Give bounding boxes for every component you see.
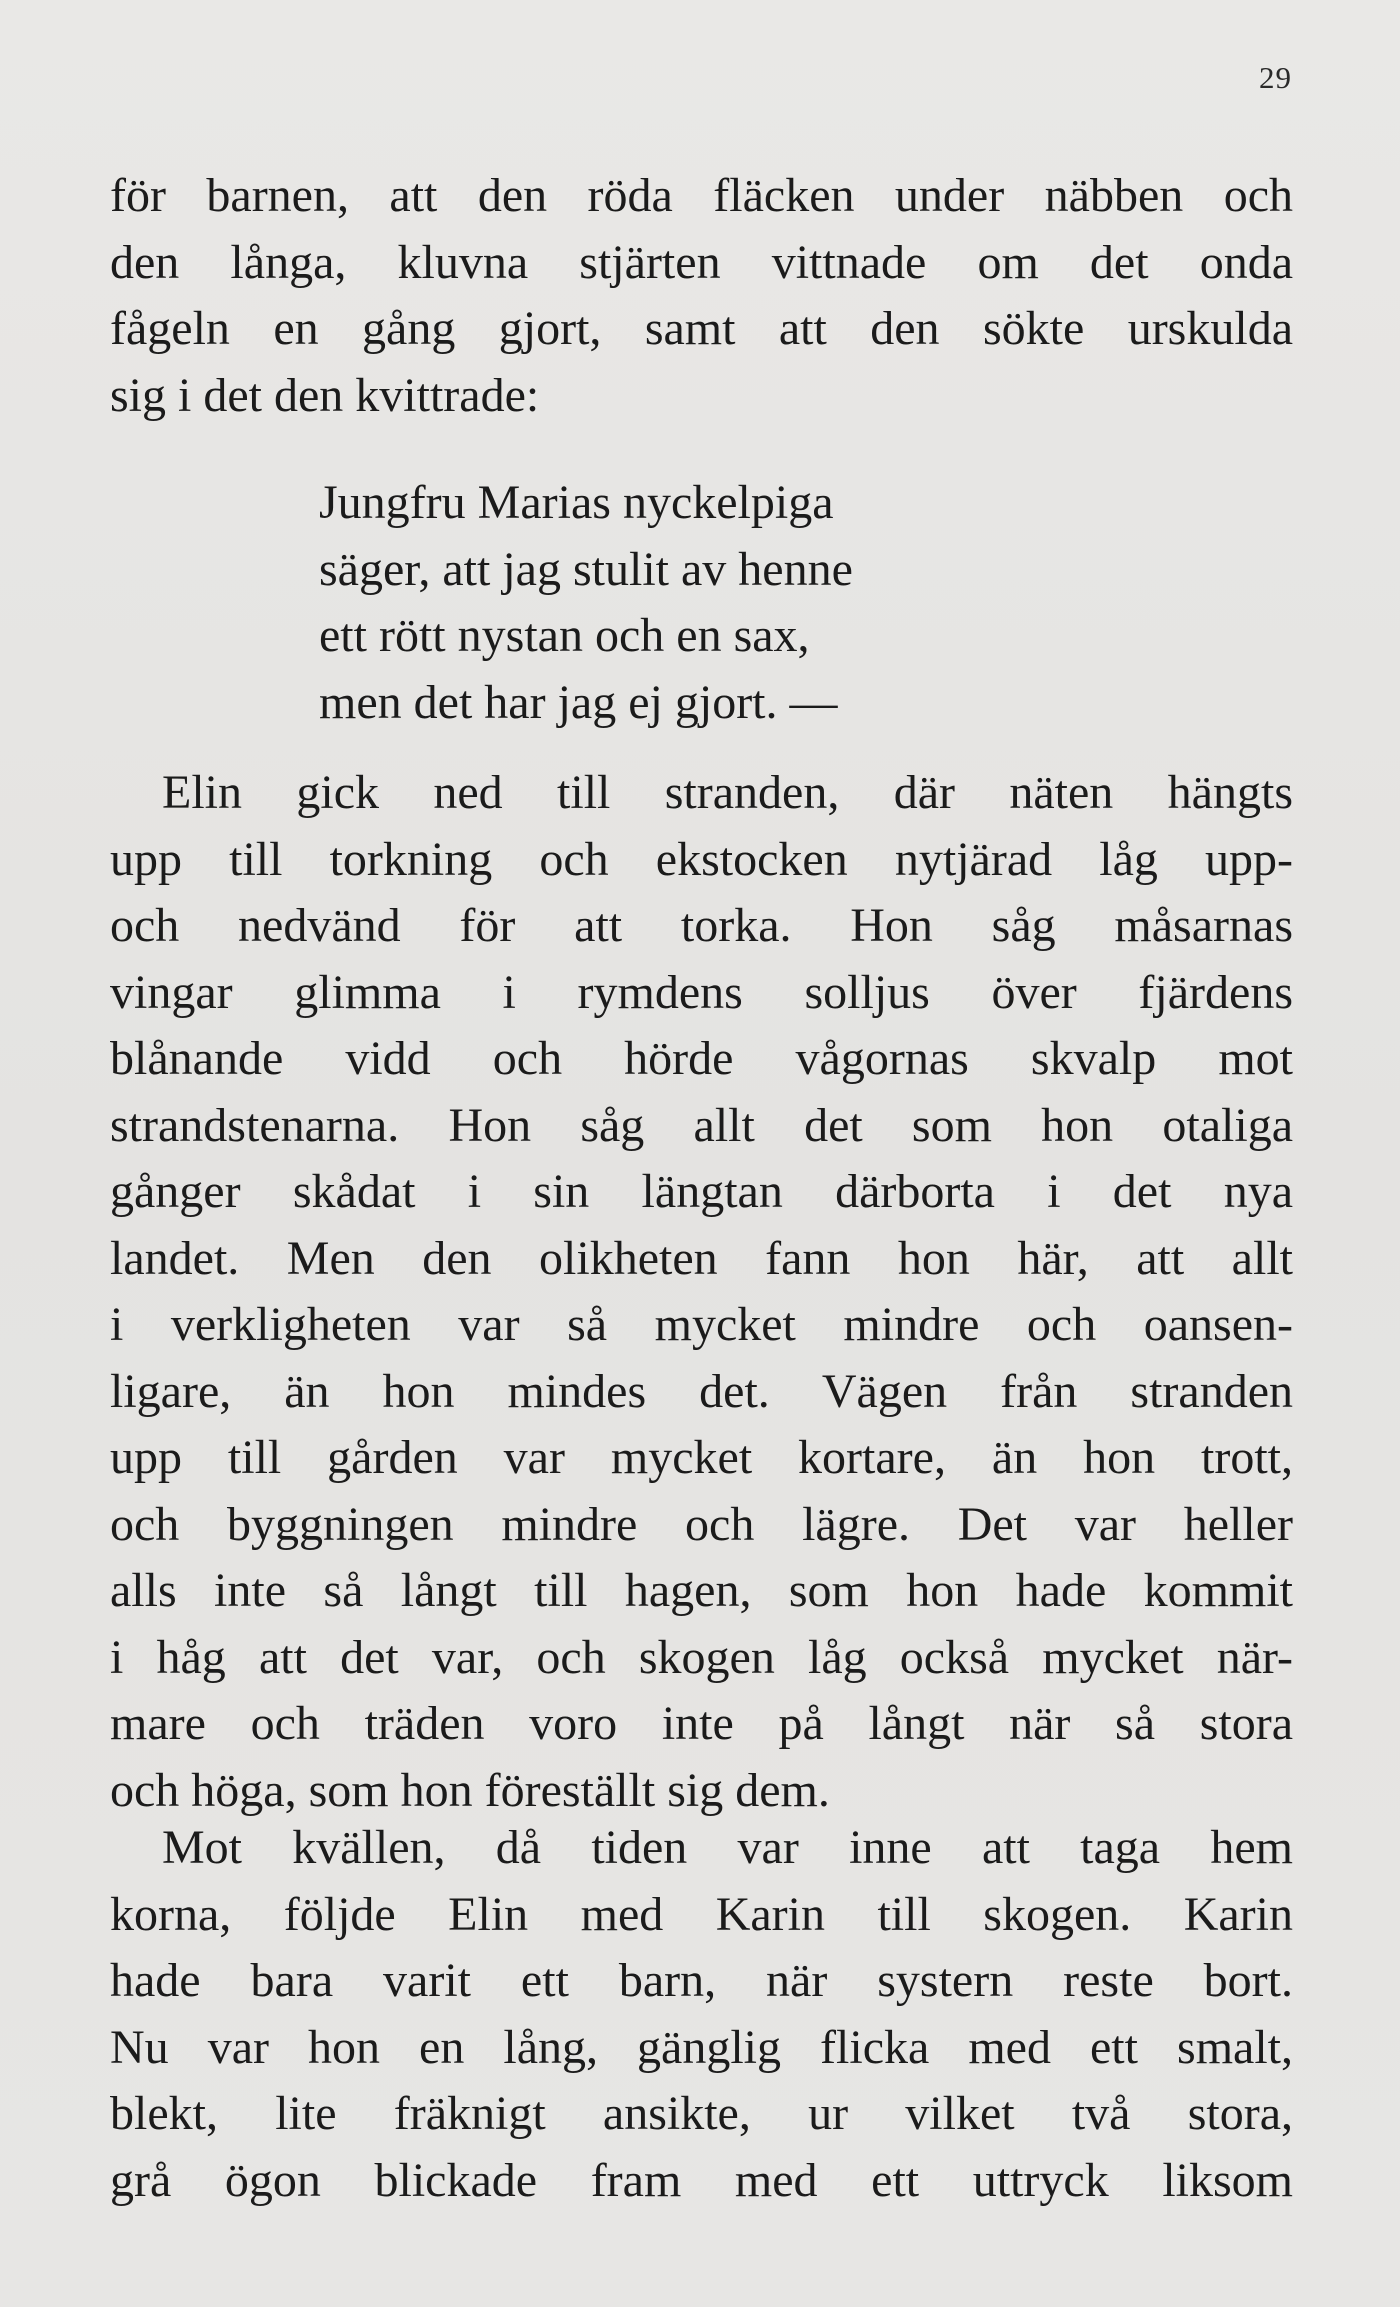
text-line: Nu var hon en lång, gänglig flicka med ett smalt, bbox=[110, 2020, 1293, 2074]
text-line: korna, följde Elin med Karin till skogen. Karin bbox=[110, 1887, 1293, 1941]
text-line: landet. Men den olikheten fann hon här, att allt bbox=[110, 1231, 1293, 1285]
text-line: ligare, än hon mindes det. Vägen från stranden bbox=[110, 1364, 1293, 1418]
text-line: Mot kvällen, då tiden var inne att taga hem bbox=[162, 1821, 1293, 1874]
verse-line: Jungfru Marias nyckelpiga bbox=[319, 476, 834, 529]
text-line: för barnen, att den röda fläcken under näbben och bbox=[110, 169, 1293, 222]
page-number: 29 bbox=[1259, 60, 1292, 95]
text-line: och höga, som hon föreställt sig dem. bbox=[110, 1763, 830, 1817]
verse-line: men det har jag ej gjort. — bbox=[319, 675, 838, 729]
text-line: mare och träden voro inte på långt när så stora bbox=[110, 1697, 1293, 1750]
text-line: i håg att det var, och skogen låg också mycket när- bbox=[110, 1630, 1293, 1684]
text-line: och byggningen mindre och lägre. Det var heller bbox=[110, 1497, 1293, 1551]
text-line: blekt, lite fräknigt ansikte, ur vilket två stora, bbox=[110, 2087, 1293, 2140]
text-line: och nedvänd för att torka. Hon såg måsarnas bbox=[110, 899, 1293, 952]
text-line: hade bara varit ett barn, när systern reste bort. bbox=[110, 1954, 1293, 2007]
text-line: strandstenarna. Hon såg allt det som hon otaliga bbox=[110, 1098, 1293, 1152]
text-line: alls inte så långt till hagen, som hon hade kommit bbox=[110, 1564, 1293, 1617]
verse bbox=[319, 470, 853, 736]
text-line: Elin gick ned till stranden, där näten hängts bbox=[162, 766, 1293, 819]
verse-line: ett rött nystan och en sax, bbox=[319, 609, 810, 662]
text-line: sig i det den kvittrade: bbox=[110, 368, 540, 422]
text-line: i verkligheten var så mycket mindre och oansen- bbox=[110, 1298, 1293, 1351]
text-line: grå ögon blickade fram med ett uttryck liksom bbox=[110, 2153, 1293, 2207]
text-line: upp till gården var mycket kortare, än hon trott, bbox=[110, 1431, 1293, 1484]
text-line: fågeln en gång gjort, samt att den sökte urskulda bbox=[110, 302, 1293, 355]
paragraph bbox=[110, 760, 1293, 1824]
paragraph-continuation bbox=[110, 163, 1293, 429]
verse-line: säger, att jag stulit av henne bbox=[319, 542, 853, 596]
paragraph bbox=[110, 1815, 1293, 2214]
text-line: vingar glimma i rymdens solljus över fjärdens bbox=[110, 965, 1293, 1019]
text-line: upp till torkning och ekstocken nytjärad låg upp- bbox=[110, 832, 1293, 886]
text-line: gånger skådat i sin längtan därborta i det nya bbox=[110, 1165, 1293, 1218]
text-line: blånande vidd och hörde vågornas skvalp mot bbox=[110, 1032, 1293, 1085]
text-line: den långa, kluvna stjärten vittnade om det onda bbox=[110, 235, 1293, 289]
